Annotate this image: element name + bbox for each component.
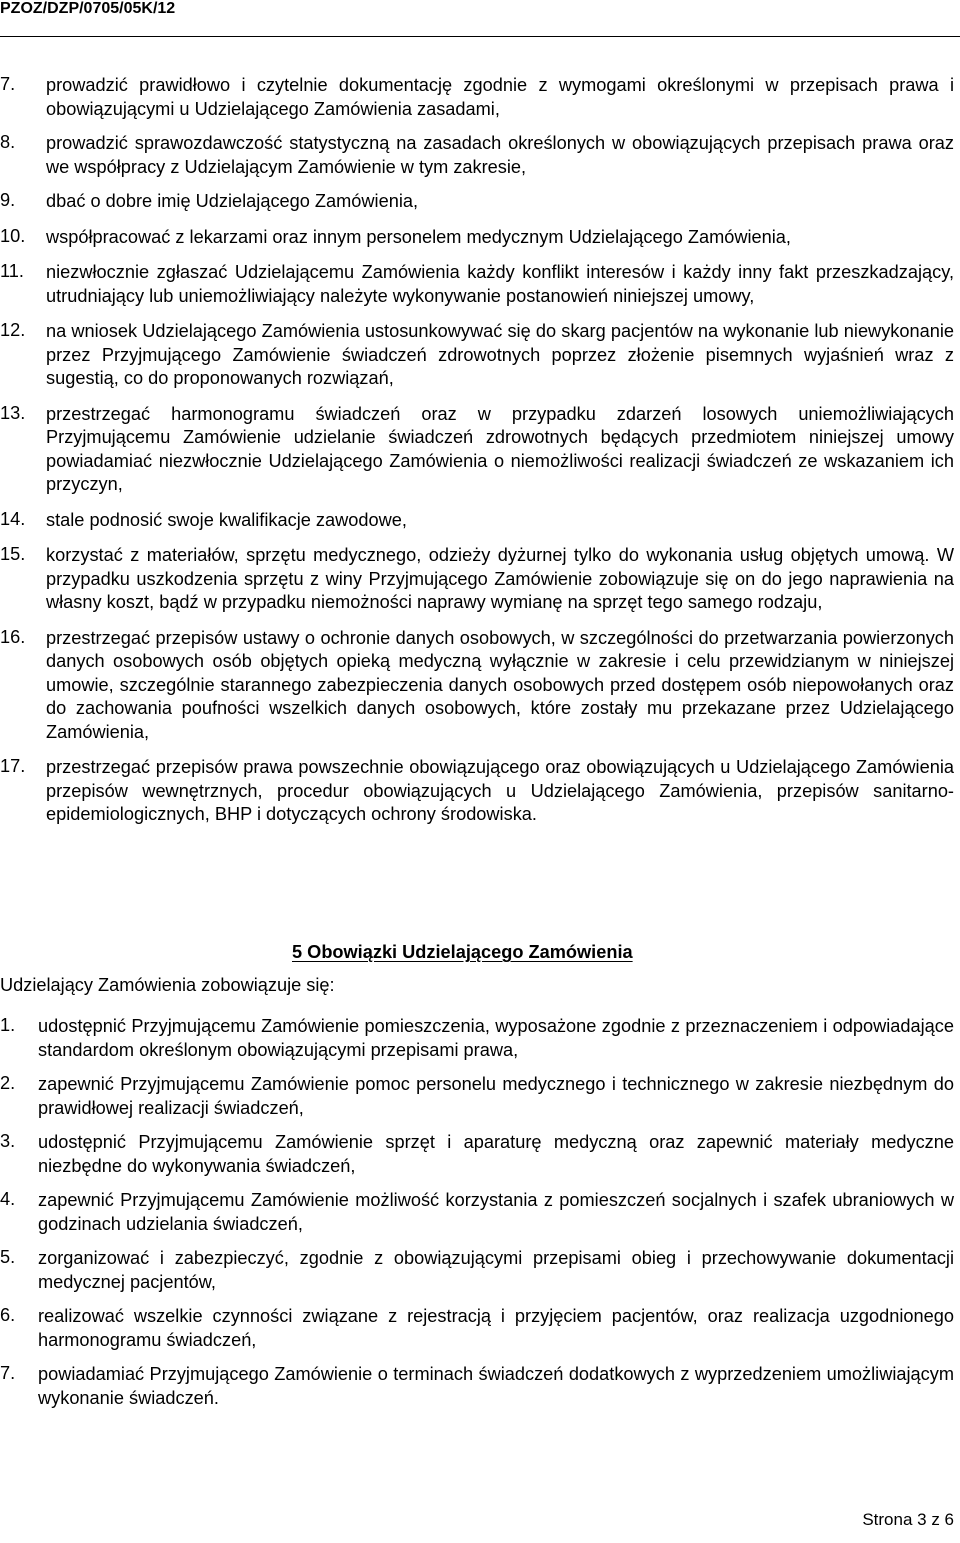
list-item (0, 1247, 960, 1294)
list-item-text: realizować wszelkie czynności związane z rejestracją i przyjęciem pacjentów, oraz realizacja uzgodnionego harmonogramu świadczeń, (38, 1306, 954, 1350)
list-item-number: 7. (0, 74, 16, 94)
list-item-text: powiadamiać Przyjmującego Zamówienie o terminach świadczeń dodatkowych z wyprzedzeniem umożliwiającym wykonanie świadczeń. (38, 1364, 954, 1408)
list-item-text: zorganizować i zabezpieczyć, zgodnie z obowiązującymi przepisami obieg i przechowywanie dokumentacji medycznej pacjentów, (38, 1248, 954, 1292)
list-item (0, 132, 960, 179)
list-item (0, 1305, 960, 1352)
list-item-text: prowadzić prawidłowo i czytelnie dokumentację zgodnie z wymogami określonymi w przepisach prawa i obowiązującymi u Udzielającego Zamówienia zasadami, (46, 75, 954, 119)
list-item-number: 15. (0, 544, 26, 564)
section-title: 5 Obowiązki Udzielającego Zamówienia (292, 942, 633, 962)
list-item-number: 8. (0, 132, 16, 152)
list-item-text: zapewnić Przyjmującemu Zamówienie pomoc personelu medycznego i technicznego w zakresie niezbędnym do prawidłowej realizacji świadczeń, (38, 1074, 954, 1118)
list-item-number: 10. (0, 225, 26, 246)
list-item (0, 190, 960, 214)
list-item-number: 2. (0, 1073, 16, 1093)
obligations-list-ordering-party (0, 1015, 960, 1410)
list-item-text: przestrzegać przepisów prawa powszechnie obowiązującego oraz obowiązujących u Udzielającego Zamówienia przepisów wewnętrznych, procedur obowiązujących u Udzielającego Zamówienia, przepisów sanitarno-epidemiologicznych, BHP i dotyczących ochrony środowiska. (46, 757, 954, 824)
list-item (0, 261, 960, 308)
page-number: Strona 3 z 6 (862, 1510, 954, 1529)
list-item (0, 320, 960, 391)
list-item-text: udostępnić Przyjmującemu Zamówienie pomieszczenia, wyposażone zgodnie z przeznaczeniem i odpowiadające standardom określonym obowiązującymi przepisami prawa, (38, 1016, 954, 1060)
list-item-number: 14. (0, 508, 26, 529)
list-item-number: 12. (0, 320, 26, 340)
document-id: PZOZ/DZP/0705/05K/12 (0, 0, 176, 17)
list-item (0, 1131, 960, 1178)
section-intro: Udzielający Zamówienia zobowiązuje się: (0, 975, 335, 995)
list-item (0, 756, 960, 827)
list-item-number: 9. (0, 190, 16, 210)
list-item-number: 1. (0, 1015, 16, 1035)
list-item-text: prowadzić sprawozdawczość statystyczną na zasadach określonych w obowiązujących przepisach prawa oraz we współpracy z Udzielającym Zamówienie w tym zakresie, (46, 133, 954, 177)
list-item (0, 226, 960, 250)
list-item-number: 16. (0, 626, 26, 647)
list-item (0, 1189, 960, 1236)
list-item (0, 509, 960, 533)
list-item-number: 3. (0, 1131, 16, 1151)
list-item (0, 403, 960, 497)
list-item-text: współpracować z lekarzami oraz innym personelem medycznym Udzielającego Zamówienia, (46, 226, 791, 247)
list-item-number: 17. (0, 756, 26, 776)
list-item-text: dbać o dobre imię Udzielającego Zamówienia, (46, 191, 419, 211)
list-item-number: 7. (0, 1363, 16, 1383)
obligations-list-contractor (0, 74, 960, 827)
list-item-number: 6. (0, 1305, 16, 1325)
list-item (0, 74, 960, 121)
list-item-text: stale podnosić swoje kwalifikacje zawodowe, (46, 509, 407, 530)
list-item-text: przestrzegać harmonogramu świadczeń oraz w przypadku zdarzeń losowych uniemożliwiających Przyjmującemu Zamówienie udzielanie świadczeń zdrowotnych będących przedmiotem niniejszej umowy powiadamiać niezwłocznie Udzielającego Zamówienia o niemożliwości realizacji świadczeń ze wskazaniem ich przyczyn, (46, 403, 954, 494)
list-item-number: 4. (0, 1189, 16, 1209)
list-item (0, 627, 960, 745)
list-item-text: zapewnić Przyjmującemu Zamówienie możliwość korzystania z pomieszczeń socjalnych i szafek ubraniowych w godzinach udzielania świadczeń, (38, 1190, 954, 1234)
header-divider (0, 36, 960, 37)
list-item (0, 1073, 960, 1120)
list-item-number: 13. (0, 402, 26, 423)
list-item-text: korzystać z materiałów, sprzętu medycznego, odzieży dyżurnej tylko do wykonania usług objętych umową. W przypadku uszkodzenia sprzętu z winy Przyjmującego Zamówienie zobowiązuje się on do jego naprawienia na własny koszt, bądź w przypadku niemożności naprawy wymianę na sprzęt tego samego rodzaju, (46, 545, 954, 612)
list-item (0, 1363, 960, 1410)
list-item-text: przestrzegać przepisów ustawy o ochronie danych osobowych, w szczególności do przetwarzania powierzonych danych osobowych osób objętych opieką medyczną wyłącznie w zakresie i celu przewidzianym w niniejszej umowie, szczególnie starannego zabezpieczenia danych osobowych przed dostępem osób niepowołanych oraz do zachowania poufności wszelkich danych osobowych, które zostały mu przekazane przez Udzielającego Zamówienia, (46, 627, 954, 742)
list-item (0, 544, 960, 615)
list-item-number: 11. (0, 261, 24, 281)
list-item-text: na wniosek Udzielającego Zamówienia ustosunkowywać się do skarg pacjentów na wykonanie lub niewykonanie przez Przyjmującego Zamówienie świadczeń zdrowotnych poprzez złożenie pisemnych wyjaśnień wraz z sugestią, co do proponowanych rozwiązań, (46, 321, 954, 388)
list-item-number: 5. (0, 1247, 16, 1267)
list-item-text: udostępnić Przyjmującemu Zamówienie sprzęt i aparaturę medyczną oraz zapewnić materiały medyczne niezbędne do wykonywania świadczeń, (38, 1132, 954, 1176)
list-item (0, 1015, 960, 1062)
list-item-text: niezwłocznie zgłaszać Udzielającemu Zamówienia każdy konflikt interesów i każdy inny fakt przeszkadzający, utrudniający lub uniemożliwiający należyte wykonywanie postanowień niniejszej umowy, (46, 262, 954, 306)
